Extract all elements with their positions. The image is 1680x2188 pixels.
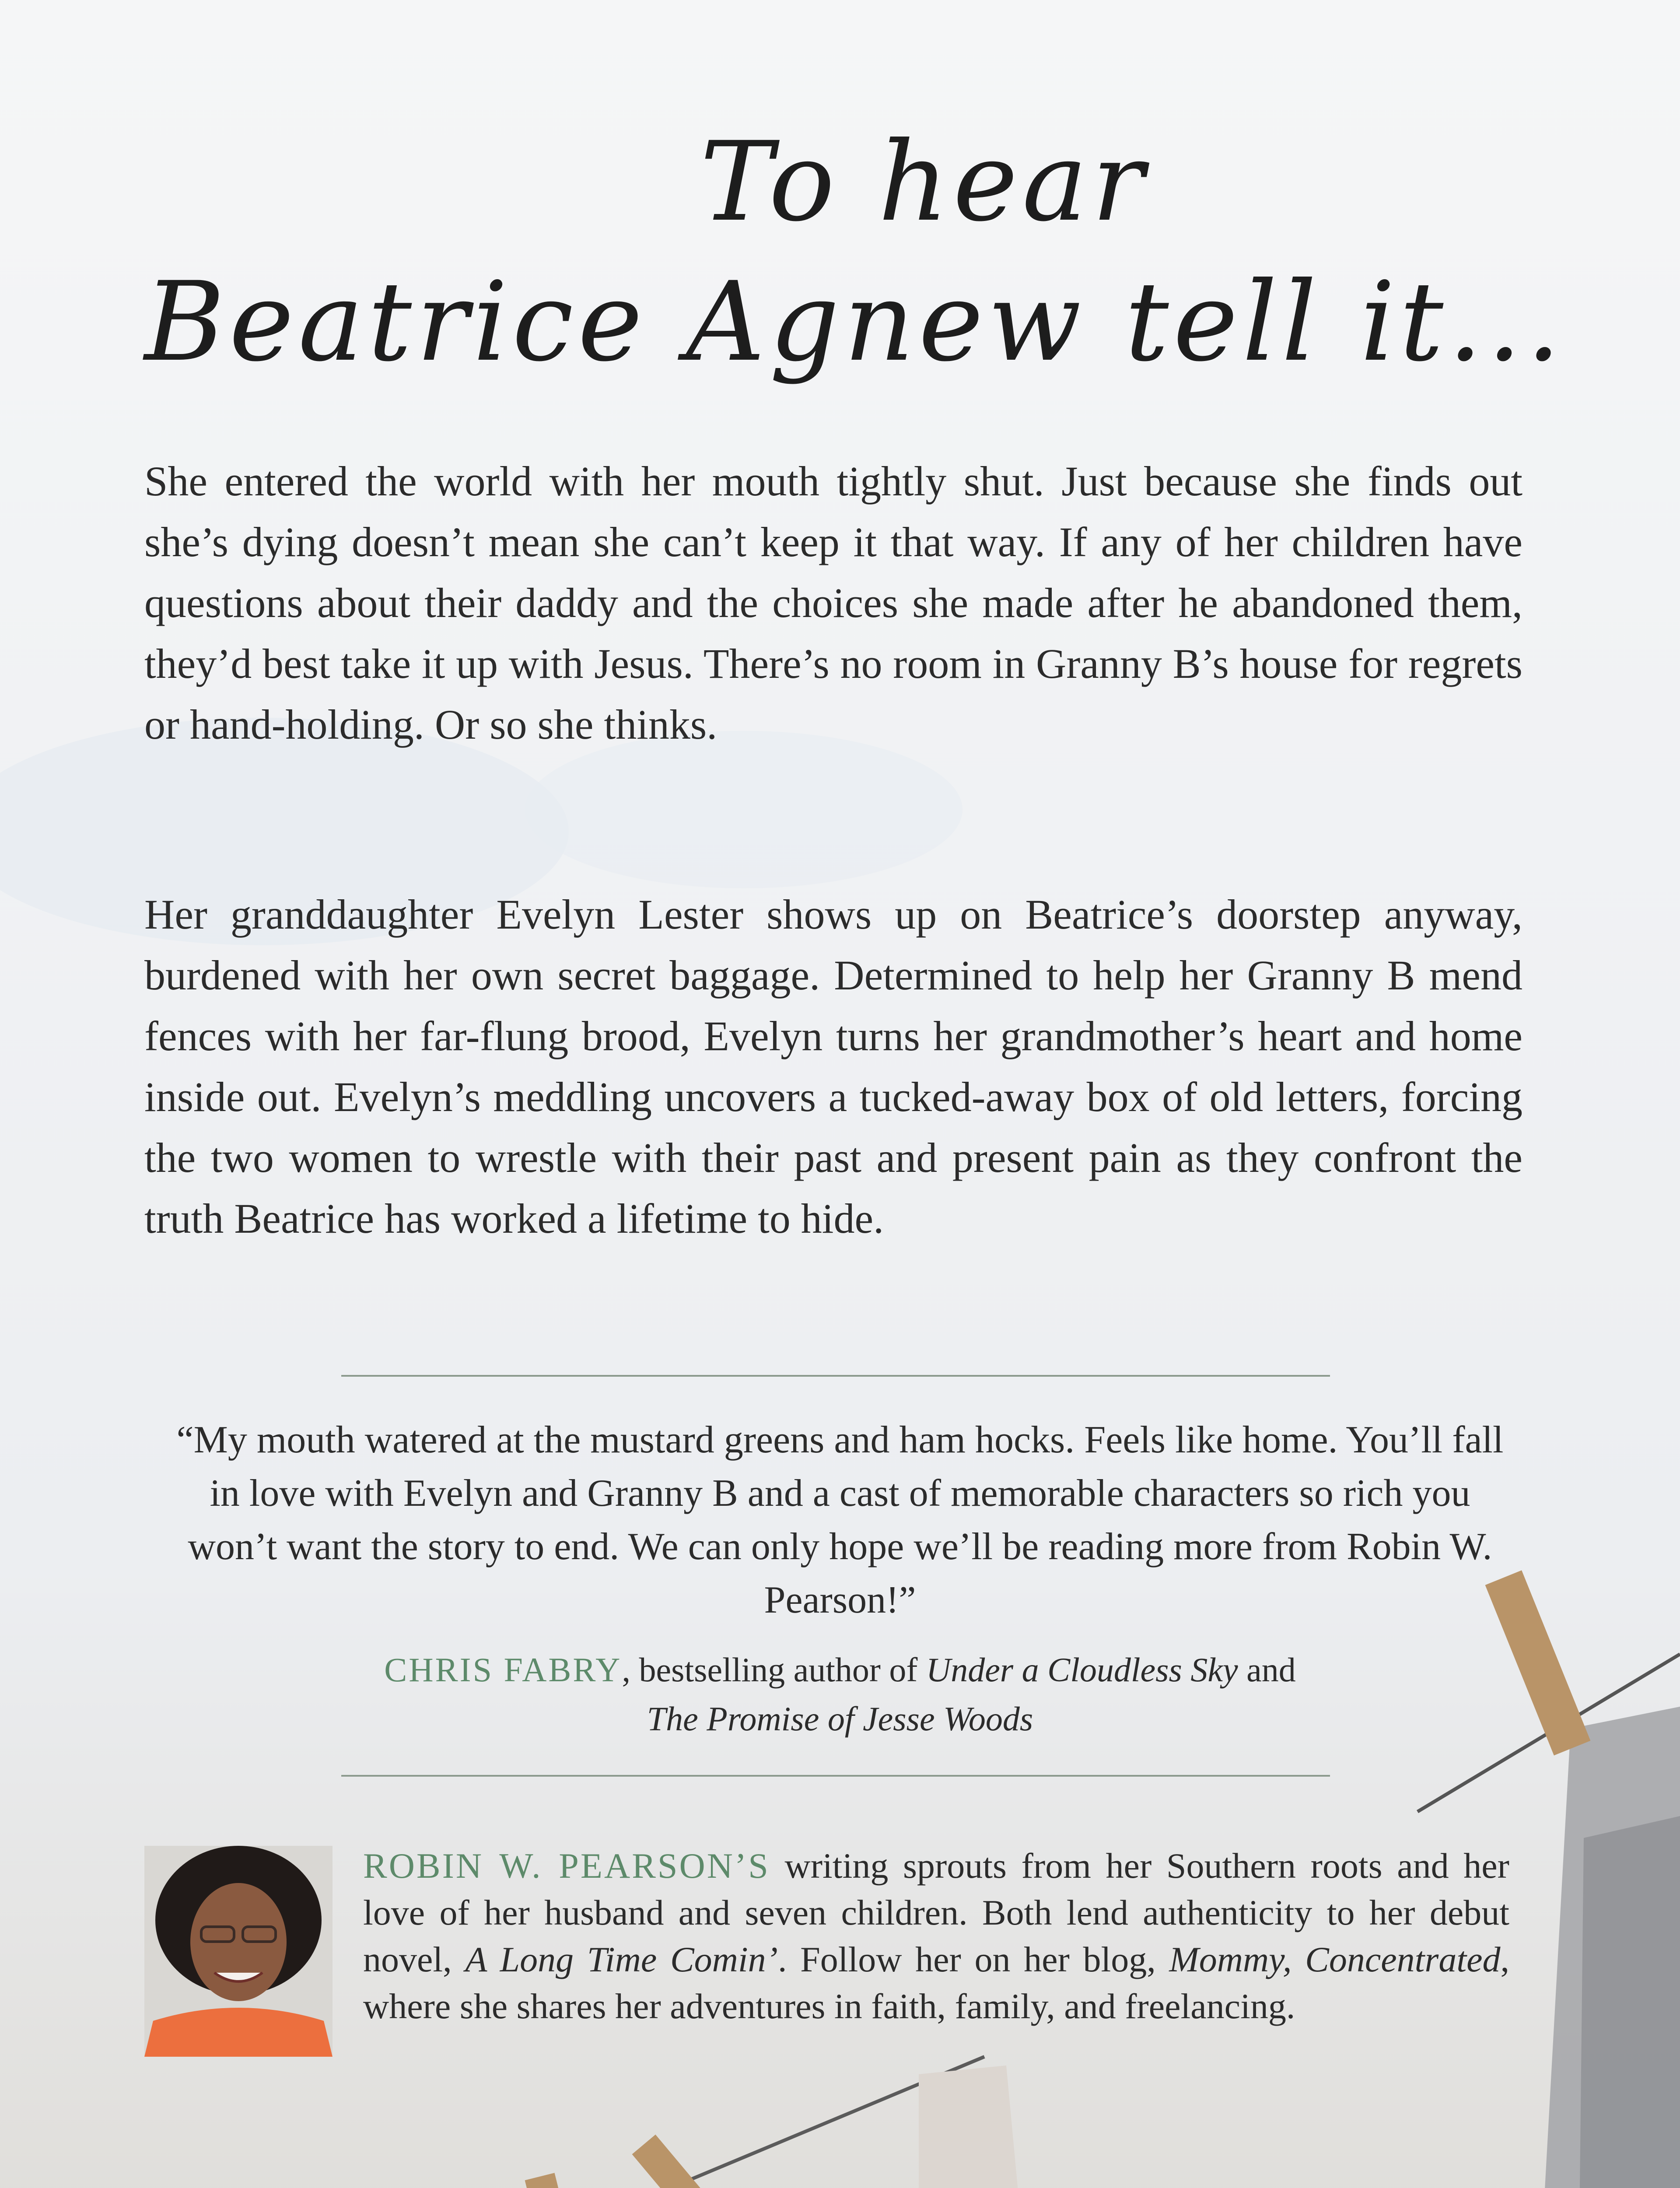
divider-bottom — [341, 1775, 1330, 1777]
endorsement-quote: “My mouth watered at the mustard greens and ham hocks. Feels like home. You’ll fall in love with Evelyn and Granny B and a cast of memorable characters so rich you won’t want the story to end. We can only hope we’ll be reading more from Robin W. Pearson!” — [176, 1419, 1504, 1621]
bio-text-2: . Follow her on her blog, — [777, 1939, 1169, 1979]
title-line-2: Beatrice Agnew tell it... — [144, 258, 1565, 386]
endorser-name: CHRIS FABRY — [384, 1651, 622, 1689]
author-photo — [144, 1846, 332, 2057]
title-line-1: To hear — [700, 118, 1148, 245]
blog-title: Mommy, Concentrated — [1169, 1939, 1501, 1979]
author-bio — [363, 1842, 1509, 2030]
endorser-book-1: Under a Cloudless Sky — [926, 1651, 1238, 1689]
endorser-book-2: The Promise of Jesse Woods — [647, 1700, 1033, 1738]
bio-text-1: writing sprouts from her Southern roots and her love of her husband and seven children. Both lend authenticity to her debut novel, — [363, 1846, 1509, 1979]
debut-title: A Long Time Comin’ — [465, 1939, 778, 1979]
author-name: ROBIN W. PEARSON’S — [363, 1846, 770, 1886]
endorser-credit: , bestselling author of — [622, 1651, 926, 1689]
bio-text-3: , where she shares her adventures in faith, family, and freelancing. — [363, 1939, 1510, 2026]
description-paragraph-2: Her granddaughter Evelyn Lester shows up on Beatrice’s doorstep anyway, burdened with her own secret baggage. Determined to help her Granny B mend fences with her far-flung brood, Evelyn turns her grandmother’s heart and home inside out. Evelyn’s meddling uncovers a tucked-away box of old letters, forcing the two women to wrestle with their past and present pain as they confront the truth Beatrice has worked a lifetime to hide. — [144, 891, 1522, 1242]
endorser-and: and — [1238, 1651, 1296, 1689]
divider-top — [341, 1375, 1330, 1377]
endorsement-attribution — [175, 1645, 1505, 1743]
description-paragraph-1: She entered the world with her mouth tightly shut. Just because she finds out she’s dying doesn’t mean she can’t keep it that way. If any of her children have questions about their daddy and the choices she made after he abandoned them, they’d best take it up with Jesus. There’s no room in Granny B’s house for regrets or hand-holding. Or so she thinks. — [144, 458, 1522, 748]
